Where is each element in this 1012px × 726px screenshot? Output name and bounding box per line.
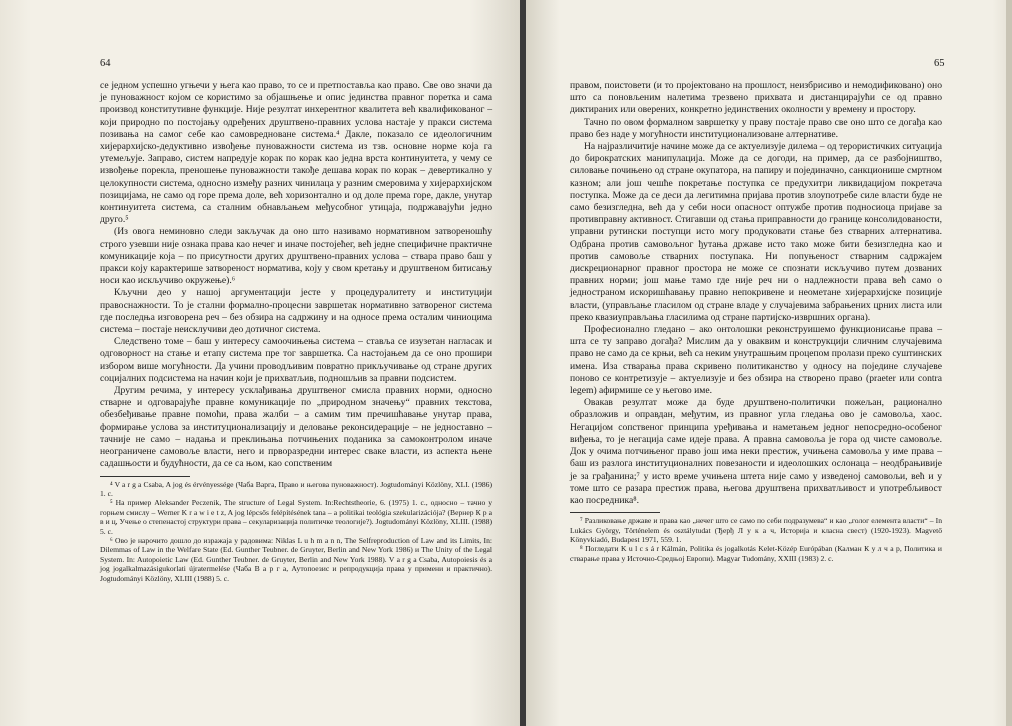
body-paragraph: правом, поистовети (и то пројектовано на прошлост, неизбрисиво и немодификовано) оно што са поновљеним налетима трезвено прихвата и дистанцирајући се од правно диктираних или оверених, конкретно јединствених околности у времену и простору. bbox=[570, 80, 942, 116]
page-number-right: 65 bbox=[934, 58, 945, 69]
body-paragraph: Следствено томе – баш у интересу самоочињења система – ставља се изузетан нагласак и одговорност на стање и етапу система пре тог завршетка. Са настојањем да се оно прошири избором више могућности. Да учини проводљивим повратно прикључивање од стране других социјалних подсистема на начин који је прихватљив, подношљив за правни подсистем. bbox=[100, 336, 492, 384]
body-paragraph: На најразличитије начине може да се актуелизује дилема – од терористичких ситуација до бирократских манипулација. Може да се догоди, на пример, да се разбојништво, силовање почињено од стране окупатора, на папиру и појединачно, санкционише смртном казном; али још чешће покретање поступка се предухитри ликвидацијом покретача поступка. Може да се деси да легитимна пријава против злоупотребе силе власти буде не само безизгледна, већ да у себи носи опасност оптужбе против подносиоца пријаве за противправну активност. Стигавши од стања приправности до границе консолидованости, управни рутински поступци исто могу продуковати стање без стварних алтернатива. Одбрана против самовољног ђутања државе исто тако може бити безизгледна као и против самовоље стварних поступака. Ни попуњеност стварним садржајем дискреционарног правног простора не може се спознати искључиво путем дозваних правних норми; још мање тамо где није реч ни о надлежности права већ само о једностраном искоришћавању правно непокривене и неометане хијерархијске позиције власти, (управљање гласилом од стране владе у случајевима забрањених црних листа или преко квазиуправљања гласилима од стране партијско-извршних органа). bbox=[570, 141, 942, 323]
footnote: ⁷ Разликовање државе и права као „нечег што се само по себи подразумева“ и као „голог елемента власти“ – In Lukács György, Történelem és osztálytudat (Ђерђ Л у к а ч, Историја и класна свест) (1920-1923). Magvető Könyvkiadó, Budapest 1971, 559. 1. bbox=[570, 516, 942, 544]
left-text-column bbox=[100, 80, 492, 583]
footnote-rule bbox=[100, 476, 190, 477]
body-paragraph: Овакав резултат може да буде друштвено-политички пожељан, рационално образложив и оправдан, међутим, из правног угла гледања ово је самовоља, хаос. Негацијом сопственог принципа уређивања и наметањем једног непосредно-особеног виђења, то је негација саме идеје права. А правна самовоља је гора од чисте самовоље. Док у очима потчињеног право још има неки престиж, учињена самовоља у име права – баш из разлога институционалних повезаности и идеолошких ослонаца – неодбрањивије је за грађанина;⁷ у исто време учињена штета није само у изведеној самовољи, већ и у томе што се разара престиж права, његова друштвена прихватљивост и употребљивост као посредника⁸. bbox=[570, 397, 942, 506]
footnote: ⁴ V a r g a Csaba, A jog és érvényessége (Чаба Варга, Право и његова пуноважност). Jogtudományi Közlöny, XLI. (1986) 1. с. bbox=[100, 479, 492, 498]
body-paragraph: (Из овога неминовно следи закључак да оно што називамо нормативном затвореношћу строго узевши није ознака права као нечег и иначе постојећег, већ једне специфичне практичне комуникације која – по присутности других друштвено-правних услова – ствара право баш у пракси кoју карактерише затвореност норматива, кoју у свом кретању и друштвеном битисању носи као искључиво окружење).⁶ bbox=[100, 226, 492, 287]
footnote: ⁶ Ово је нарочито дошло до изражаја у радовима: Niklas L u h m a n n, The Selfreproduction of Law and its Limits, In: Dilemmas of Law in the Welfare State (Ed. Gunther Teubner. de Gruyter, Berlin and New York 1986) и The Unity of the Legal System. In: Autopoietic Law (Ed. Gunther Teubner. de Gruyter, Berlin and New York 1988). V a r g a Csaba, Autopoiesis és a jog jogalkalmazásigukorlati újratermelése (Чаба В а р г а, Аутопоезис и репродукција права у примени и практично). Jogtudományi Közlöny, XLIII (1988) 5. с. bbox=[100, 535, 492, 583]
body-paragraph: Другим речима, у интересу усклађивања друштвеног смисла правних норми, односно стварне и одговарајуће правне комуникације по „природном значењу“ правних текстова, обезбеђивање правне помоћи, права жалби – а самим тим пречишћавање унутар права, формирање услова за институционализацију и деловање реконсидерације – не једноставно – тачније не само – надања и преклињања потчињених поданика за самоконтролом иначе неограничене самовоље власти, него и прворазредни интерес свакe власти, из аспекта њене садашњости и будућности, да се са њом, као сопственим bbox=[100, 385, 492, 470]
page-number-left: 64 bbox=[100, 58, 111, 69]
footnote: ⁵ На пример Aleksander Peczenik, The structure of Legal System. In:Rechtstheorie, 6. (1975) 1. с., односно – тачно у горњем смислу – Werner K r a w i e t z, A jog lépcsős felépítésének tana – a politikai teológia szekularizációja? (Вернер К р а в и ц, Учење о степенастој структури права – секуларизација политичке теологије?). Jogtudományi Közlöny, XLIII. (1988) 5. с. bbox=[100, 498, 492, 536]
footnote-rule bbox=[570, 512, 660, 513]
body-paragraph: се једном успешно угњечи у њега као право, то се и претпоставља као право. Све ово значи да је пуноважност којом се користимо за објашњење и опис јединства правног поретка и сама производ конститутивне функције. Није резултат инхерентног квалитета већ квалификованог – који природно по постојању одређених друштвено-правних услова настаје у пракси система позивања на самог себе као самовредноване система.⁴ Дакле, показало се идеологичним хијерархијско-дедуктивно извођење пуноважности система из тзв. основне норме која га утемељује. Заправо, систем напредује корак по корак као једна врста континуитета, у чему се извођење порекла, преношење пуноважности такође дешава корак по корак – девертикално у целокупности система, односно између разних чинилаца у разним смеровима у хијерархијском позицијама, не само од горе према доле, већ хоризонтално и од доле према горе, дакле, унутар континуитета система, са сталним обнављањем међусобног утицаја, подржавајући једно друго.⁵ bbox=[100, 80, 492, 226]
footnote: ⁸ Погледати K u l c s á r Kálmán, Politika és jogalkotás Kelet-Közép Európában (Калман К у л ч а р, Политика и стварање права у Источно-Средњој Европи). Magyar Tudomány, XXIII (1983) 2. с. bbox=[570, 544, 942, 563]
body-paragraph: Тачно по овом формалном завршетку у праву постаје право све оно што се догађа као право без наде у могућности институционализоване алтернативе. bbox=[570, 116, 942, 140]
right-text-column bbox=[570, 80, 942, 563]
body-paragraph: Професионално гледано – ако онтолошки реконструишемо функционисање права – шта се ту заправо догађа? Мислим да у оваквим и конструкцији сличним случајевима право не само да се крњи, већ са неким унутрашњим процепом пролази преко суштинских имена. Иза стварања права скривено политиканство у односу на поједине случајеве поново се контретизује – актуелизује и без обзира на створено право (praeter или contra legem) афирмише се у његово име. bbox=[570, 324, 942, 397]
page-edge bbox=[1006, 0, 1012, 726]
body-paragraph: Кључни део у нашој аргументацији јесте у процедуралитету и институцији правоснажности. То је стални формално-процесни завршетак нормативно затвореног система где последња изговорена реч – без обзира на садржину и на односе према осталим чиниоцима система – постаје неисклучиви део дотичног система. bbox=[100, 287, 492, 336]
